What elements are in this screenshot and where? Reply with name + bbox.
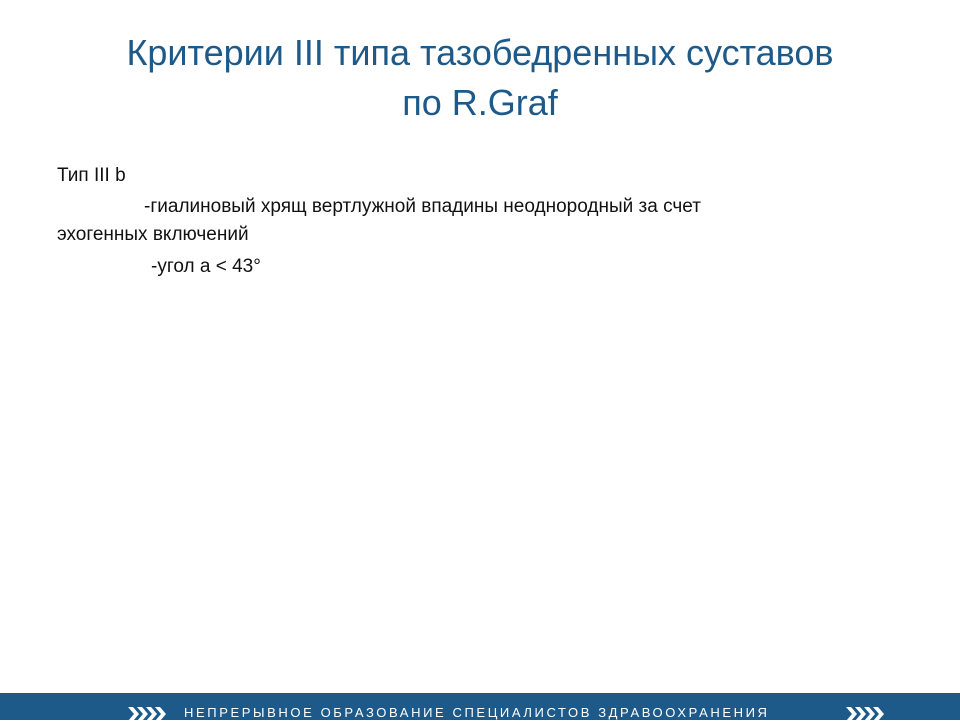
double-chevron-right-icon [846, 707, 886, 721]
footer-text: НЕПРЕРЫВНОЕ ОБРАЗОВАНИЕ СПЕЦИАЛИСТОВ ЗДРАВООХРАНЕНИЯ [184, 705, 770, 720]
criterion-cartilage-continued: эхогенных включений [57, 224, 249, 245]
footer-bar [0, 693, 960, 720]
slide-title-line-1: Критерии III типа тазобедренных суставов [126, 32, 834, 73]
slide-body [57, 162, 917, 281]
type-label: Тип III b [57, 165, 126, 186]
slide-title [40, 28, 920, 128]
criterion-cartilage: -гиалиновый хрящ вертлужной впадины неоднородный за счет [144, 196, 701, 217]
slide-title-line-2: по R.Graf [402, 82, 558, 123]
criterion-angle: -угол a < 43° [151, 256, 261, 277]
double-chevron-right-icon [128, 707, 168, 721]
